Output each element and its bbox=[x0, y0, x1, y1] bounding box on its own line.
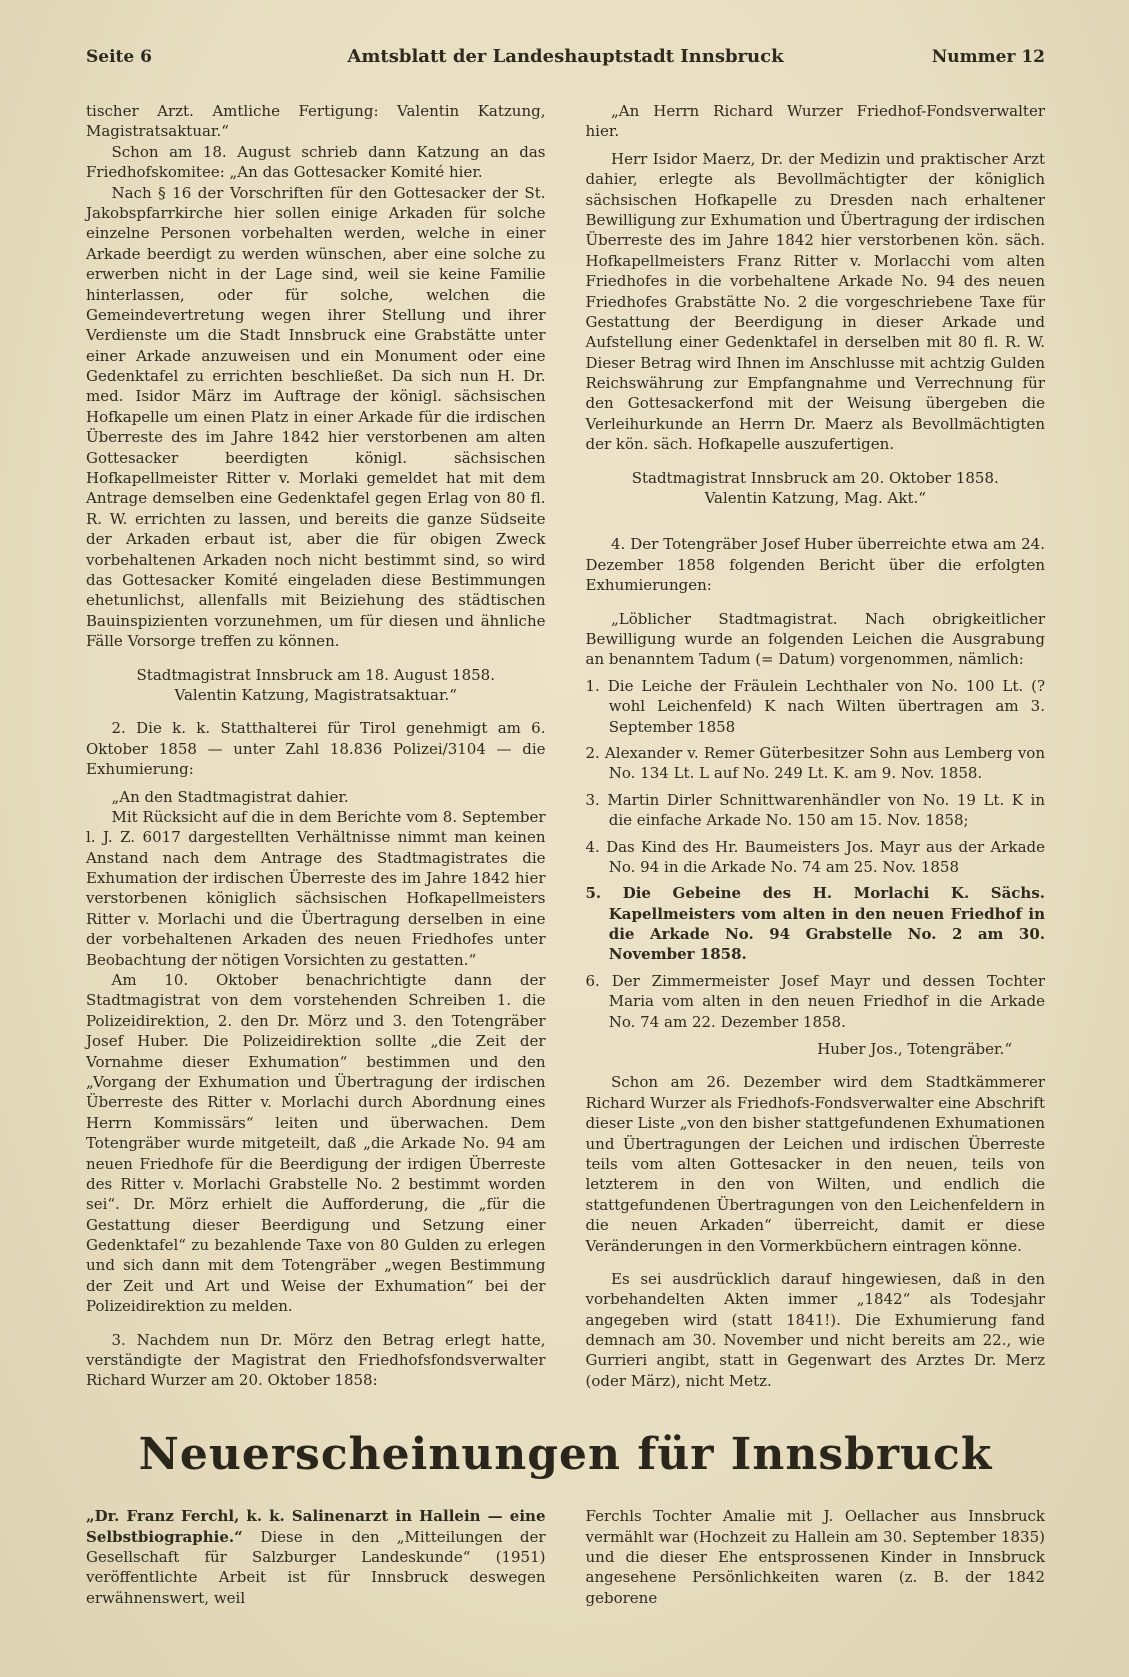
body-paragraph: 3. Nachdem nun Dr. Mörz den Betrag erlegt hatte, verständigte der Magistrat den Friedhofsfondsverwalter Richard Wurzer am 20. Oktober 1858: bbox=[86, 1330, 546, 1390]
body-paragraph: Herr Isidor Maerz, Dr. der Medizin und praktischer Arzt dahier, erlegte als Bevollmächtigter der königlich sächsischen Hofkapelle zu Dresden nach erhaltener Bewilligung zur Exhumation und Übertragung der irdischen Überreste des im Jahre 1842 hier verstorbenen kön. säch. Hofkapellmeisters Franz Ritter v. Morlacchi vom alten Friedhofes in die vorbehaltene Arkade No. 94 des neuen Friedhofes Grabstätte No. 2 die vorgeschriebene Taxe für Gestattung der Beerdigung in dieser Arkade und Aufstellung einer Gedenktafel in derselben mit 80 fl. R. W. Dieser Betrag wird Ihnen im Anschlusse mit achtzig Gulden Reichswährung zur Empfangnahme und Verrechnung für den Gottesackerfond mit der Weisung übergeben die Verleihurkunde an Herrn Dr. Maerz als Bevollmächtigten der kön. säch. Hofkapelle auszufertigen. bbox=[585, 149, 1045, 454]
body-paragraph: 4. Der Totengräber Josef Huber überreichte etwa am 24. Dezember 1858 folgenden Bericht über die erfolgten Exhumierungen: bbox=[585, 535, 1045, 595]
letter-salutation: „An Herrn Richard Wurzer Friedhof-Fondsverwalter hier. bbox=[585, 102, 1045, 141]
paragraph-lead-bold: „Dr. Franz Ferchl, k. k. Salinenarzt in Hallein — eine Selbstbiographie.“ bbox=[86, 1507, 546, 1546]
signature-line: Valentin Katzung, Mag. Akt.“ bbox=[704, 489, 926, 508]
body-paragraph: „Dr. Franz Ferchl, k. k. Salinenarzt in Hallein — eine Selbstbiographie.“ Diese in den „Mitteilungen der Gesellschaft für Salzburger Landeskunde“ (1951) veröffentlichte Arbeit ist für Innsbruck deswegen erwähnenswert, weil bbox=[86, 1507, 546, 1607]
body-paragraph: 2. Die k. k. Statthalterei für Tirol genehmigt am 6. Oktober 1858 — unter Zahl 18.836 Polizei/3104 — die Exhumierung: bbox=[86, 719, 546, 779]
section-heading: Neuerscheinungen für Innsbruck bbox=[138, 1429, 993, 1481]
signature-line: Stadtmagistrat Innsbruck am 18. August 1858. bbox=[136, 665, 495, 684]
list-item-highlight: 5. Die Gebeine des H. Morlachi K. Sächs. Kapellmeisters vom alten in den neuen Friedhof in die Arkade No. 94 Grabstelle No. 2 am 30. November 1858. bbox=[585, 884, 1045, 964]
list-item: 3. Martin Dirler Schnittwarenhändler von No. 19 Lt. K in die einfache Arkade No. 150 am 15. Nov. 1858; bbox=[585, 790, 1045, 830]
list-item: 2. Alexander v. Remer Güterbesitzer Sohn aus Lemberg von No. 134 Lt. L auf No. 249 Lt. K. am 9. Nov. 1858. bbox=[585, 743, 1045, 783]
list-item: 6. Der Zimmermeister Josef Mayr und dessen Tochter Maria vom alten in den neuen Friedhof in die Arkade No. 74 am 22. Dezember 1858. bbox=[585, 971, 1045, 1031]
section-right-column bbox=[586, 1506, 1046, 1608]
newspaper-title: Amtsblatt der Landeshauptstadt Innsbruck bbox=[347, 46, 784, 67]
body-paragraph: Nach § 16 der Vorschriften für den Gottesacker der St. Jakobspfarrkirche hier sollen einige Arkaden für solche einzelne Personen vorbehalten werden, welche in einer Arkade beerdigt zu werden wünschen, aber eine solche zu erwerben nicht in der Lage sind, weil sie keine Familie hinterlassen, oder für solche, welchen die Gemeindevertretung wegen ihrer Stellung und ihrer Verdienste um die Stadt Innsbruck eine Grabstätte unter einer Arkade anzuweisen und ein Monument oder eine Gedenktafel zu errichten beschließet. Da sich nun H. Dr. med. Isidor März im Auftrage der königl. sächsischen Hofkapelle um einen Platz in einer Arkade für die irdischen Überreste des im Jahre 1842 hier verstorbenen am alten Gottesacker beerdigten königl. sächsischen Hofkapellmeister Ritter v. Morlaki gemeldet hat mit dem Antrage demselben eine Gedenktafel gegen Erlag von 80 fl. R. W. errichten zu lassen, und bereits die ganze Südseite der Arkaden erbaut ist, aber die für obigen Zweck vorbehaltenen Arkaden noch nicht bestimmt sind, so wird das Gottesacker Komité eingeladen diese Bestimmungen ehetunlichst, allenfalls mit Beiziehung des städtischen Bauinspizienten vorzunehmen, um für diesen und ähnliche Fälle Vorsorge treffen zu können. bbox=[86, 183, 546, 651]
signature-line: Valentin Katzung, Magistratsaktuar.“ bbox=[174, 685, 457, 704]
article-left-column bbox=[86, 101, 546, 1391]
list-item: 4. Das Kind des Hr. Baumeisters Jos. Mayr aus der Arkade No. 94 in die Arkade No. 74 am 25. Nov. 1858 bbox=[585, 837, 1045, 876]
masthead bbox=[86, 46, 1045, 67]
body-paragraph: Ferchls Tochter Amalie mit J. Oellacher aus Innsbruck vermählt war (Hochzeit zu Hallein am 30. September 1835) und die dieser Ehe entsprossenen Kinder in Innsbruck angesehene Persönlichkeiten waren (z. B. der 1842 geborene bbox=[585, 1507, 1045, 1607]
body-paragraph: tischer Arzt. Amtliche Fertigung: Valentin Katzung, Magistratsaktuar.“ bbox=[86, 102, 546, 141]
body-paragraph: Schon am 18. August schrieb dann Katzung an das Friedhofskomitee: „An das Gottesacker Komité hier. bbox=[86, 142, 546, 182]
body-paragraph: Am 10. Oktober benachrichtigte dann der Stadtmagistrat von dem vorstehenden Schreiben 1. die Polizeidirektion, 2. den Dr. Mörz und 3. den Totengräber Josef Huber. Die Polizeidirektion sollte „die Zeit der Vornahme dieser Exhumation“ bestimmen und den „Vorgang der Exhumation und Übertragung der irdischen Überreste des Ritter v. Morlachi durch Abordnung eines Herrn Kommissärs“ leiten und überwachen. Dem Totengräber wurde mitgeteilt, daß „die Arkade No. 94 am neuen Friedhofe für die Beerdigung der irdigen Überreste des Ritter v. Morlachi Grabstelle No. 2 bestimmt worden sei“. Dr. Mörz erhielt die Aufforderung, die „für die Gestattung dieser Beerdigung und Setzung einer Gedenktafel“ zu bezahlende Taxe von 80 Gulden zu erlegen und sich dann mit dem Totengräber „wegen Bestimmung der Zeit und Art und Weise der Exhumation“ bei der Polizeidirektion zu melden. bbox=[86, 971, 546, 1316]
list-item: 1. Die Leiche der Fräulein Lechthaler von No. 100 Lt. (? wohl Leichenfeld) K nach Wilten übertragen am 3. September 1858 bbox=[585, 676, 1045, 736]
signature-line: Huber Jos., Totengräber.“ bbox=[817, 1040, 1012, 1059]
article-columns bbox=[86, 101, 1045, 1391]
body-paragraph: Mit Rücksicht auf die in dem Berichte vom 8. September l. J. Z. 6017 dargestellten Verhältnisse nimmt man keinen Anstand nach dem Antrage des Stadtmagistrates die Exhumation der irdischen Überreste des im Jahre 1842 hier verstorbenen königlich sächsischen Hofkapellmeisters Ritter v. Morlachi und die Übertragung derselben in eine der vorbehaltenen Arkaden des neuen Friedhofes unter Beobachtung der nötigen Vorsichten zu gestatten.“ bbox=[86, 807, 546, 969]
issue-number-label: Nummer 12 bbox=[931, 47, 1045, 67]
body-paragraph: Schon am 26. Dezember wird dem Stadtkämmerer Richard Wurzer als Friedhofs-Fondsverwalter eine Abschrift dieser Liste „von den bisher stattgefundenen Exhumationen und Übertragungen der Leichen und irdischen Überreste teils vom alten Gottesacker in den neuen, teils von letzterem in den von Wilten, und endlich die stattgefundenen Übertragungen von den Leichenfeldern in die neuen Arkaden“ überreicht, damit er diese Veränderungen in den Vormerkbüchern eintragen könne. bbox=[585, 1073, 1045, 1255]
signature-line: Stadtmagistrat Innsbruck am 20. Oktober 1858. bbox=[631, 468, 999, 487]
article-right-column bbox=[586, 101, 1046, 1391]
body-paragraph: „Löblicher Stadtmagistrat. Nach obrigkeitlicher Bewilligung wurde an folgenden Leichen die Ausgrabung an benanntem Tadum (= Datum) vorgenommen, nämlich: bbox=[585, 609, 1045, 669]
body-paragraph: Es sei ausdrücklich darauf hingewiesen, daß in den vorbehandelten Akten immer „1842“ als Todesjahr angegeben wird (statt 1841!). Die Exhumierung fand demnach am 30. November und nicht bereits am 22., wie Gurrieri angibt, statt in Gegenwart des Arztes Dr. Merz (oder März), nicht Metz. bbox=[585, 1269, 1045, 1390]
page-number-label: Seite 6 bbox=[86, 47, 152, 67]
section-columns bbox=[86, 1506, 1045, 1608]
section-left-column bbox=[86, 1506, 546, 1608]
letter-salutation: „An den Stadtmagistrat dahier. bbox=[111, 787, 349, 806]
